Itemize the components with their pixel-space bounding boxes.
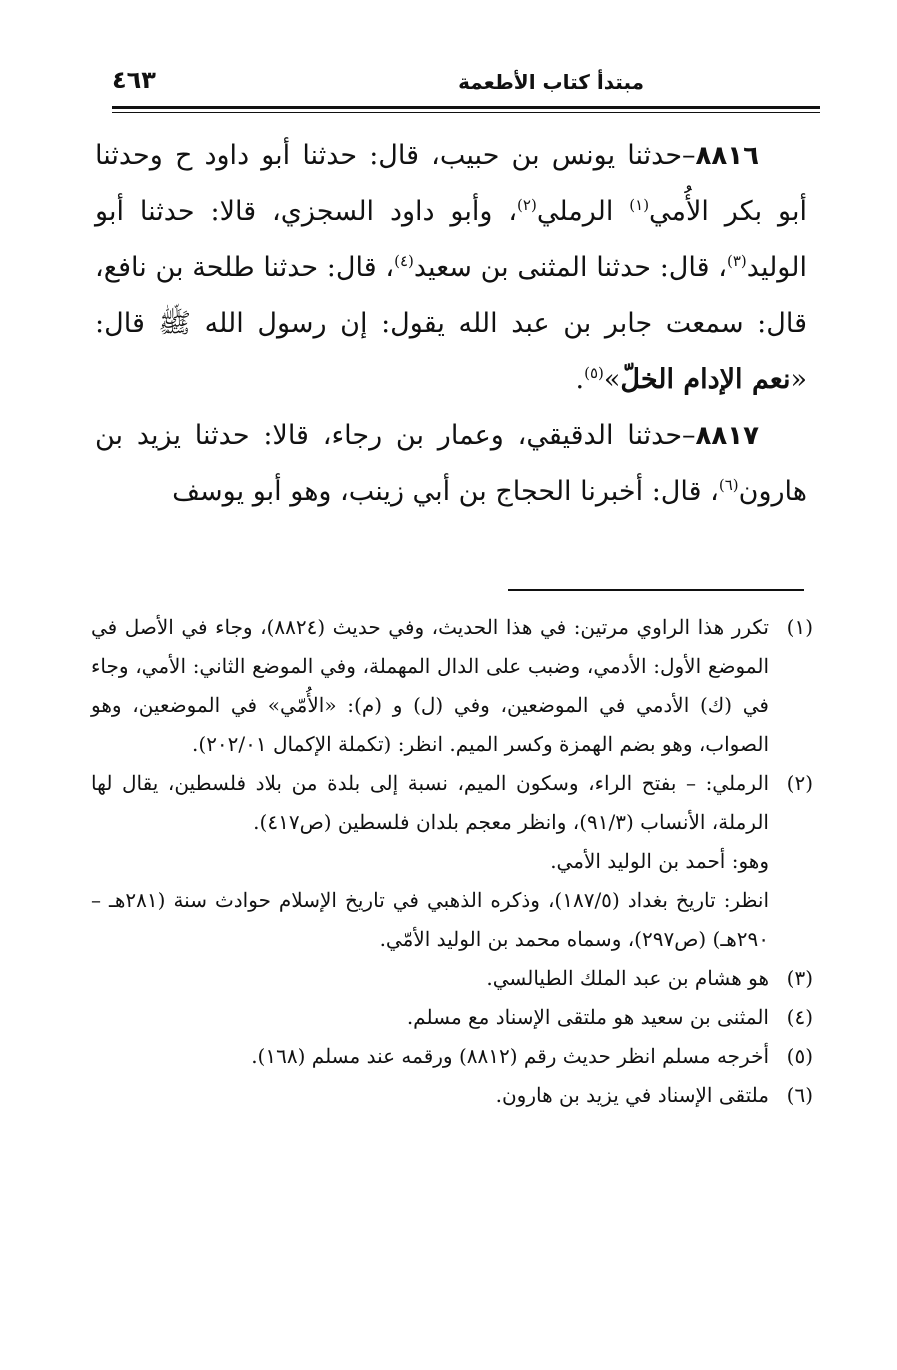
footnote-text: وهو: أحمد بن الوليد الأمي. [550, 849, 769, 873]
page-number: ٤٦٣ [112, 66, 156, 94]
footnote-2 [91, 764, 813, 842]
footnote-text: انظر: تاريخ بغداد (١٨٧/٥)، وذكره الذهبي في تاريخ الإسلام حوادث سنة (٢٨١هـ – ٢٩٠هـ) (ص٢٩٧)، وسماه محمد بن الوليد الأمّي. [91, 888, 769, 951]
hadith-text: حدثنا أبو الوليد [95, 196, 807, 283]
footnote-text: ملتقى الإسناد في يزيد بن هارون. [495, 1083, 769, 1107]
footnote-ref[interactable]: (٦) [718, 476, 739, 494]
main-text [95, 128, 807, 520]
hadith-text: » [603, 364, 621, 395]
hadith-text: . [575, 364, 585, 395]
footnote-ref[interactable]: (١) [629, 196, 650, 214]
footnote-text: المثنى بن سعيد هو ملتقى الإسناد مع مسلم. [406, 1005, 769, 1029]
hadith-number: ٨٨١٧ [695, 421, 759, 451]
footnote-5 [91, 1037, 813, 1076]
footnote-text: أخرجه مسلم انظر حديث رقم (٨٨١٢) ورقمه عند مسلم (١٦٨). [251, 1044, 769, 1068]
hadith-text: وحدثنا أبو بكر الأُمي [95, 140, 807, 227]
header-rule-thin [112, 112, 820, 113]
footnote-4 [91, 998, 813, 1037]
footnote-label: (٥) [786, 1044, 813, 1068]
footnote-label: (٣) [786, 966, 813, 990]
footnote-label: (٤) [786, 1005, 813, 1029]
hadith-text: ، قال: حدثنا طلحة بن [155, 252, 395, 283]
hadith-text: –حدثنا الدقيقي، وعمار بن رجاء، قالا: حدثنا يزيد بن [95, 420, 696, 451]
footnote-text: هو هشام بن عبد الملك الطيالسي. [486, 966, 769, 990]
running-title: مبتدأ كتاب الأطعمة [458, 70, 644, 94]
hadith-8816 [95, 128, 807, 408]
footnote-2-cont [91, 842, 813, 881]
footnote-label: (٦) [786, 1083, 813, 1107]
header-rule [112, 106, 820, 109]
footnote-2-cont [91, 881, 813, 959]
hadith-8817 [95, 408, 807, 520]
footnotes [91, 608, 813, 1115]
page-header [112, 62, 820, 118]
hadith-text: –حدثنا يونس بن حبيب، قال: حدثنا أبو داود ح [174, 140, 696, 171]
footnote-label: (١) [786, 615, 813, 639]
footnote-ref[interactable]: (٥) [584, 364, 604, 382]
footnote-6 [91, 1076, 813, 1115]
footnote-label: (٢) [786, 771, 813, 795]
footnote-text: تكرر هذا الراوي مرتين: في هذا الحديث، وفي حديث (٨٨٢٤)، وجاء في الأصل في الموضع الأول: الأدمي، وضبب على الدال المهملة، وفي الموضع الثاني: الأمي، وجاء في (ك) الأدمي في الموضعين، وفي (ل) و (م): «الأُمّي» في الموضعين، وهو الصواب، وهو بضم الهمزة وكسر الميم. انظر: (تكملة الإكمال ٢٠٢/٠١). [91, 615, 769, 756]
footnote-ref[interactable]: (٣) [726, 252, 747, 270]
footnote-text: الرملي: – بفتح الراء، وسكون الميم، نسبة إلى بلدة من بلاد فلسطين، يقال لها الرملة، الأنساب (٩١/٣)، وانظر معجم بلدان فلسطين (ص٤١٧). [91, 771, 769, 834]
hadith-text: هارون [738, 476, 807, 507]
hadith-text: ، وأبو داود السجزي، قالا: [210, 196, 518, 227]
hadith-number: ٨٨١٦ [695, 141, 759, 171]
hadith-text: ، قال: حدثنا المثنى بن سعيد [413, 252, 727, 283]
footnote-1 [91, 608, 813, 764]
footnote-3 [91, 959, 813, 998]
footnote-ref[interactable]: (٢) [517, 196, 537, 214]
hadith-text: نافع، قال: سمعت جابر بن عبد الله يقول: إن رسول الله ﷺ قال: « [95, 252, 807, 395]
footnote-separator [508, 589, 804, 591]
prophetic-saying: نعم الإدام الخلّ [620, 364, 791, 395]
footnote-ref[interactable]: (٤) [394, 252, 414, 270]
hadith-text: ، قال: أخبرنا الحجاج بن أبي زينب، وهو أبو يوسف [172, 476, 719, 507]
hadith-text: الرملي [536, 196, 630, 227]
